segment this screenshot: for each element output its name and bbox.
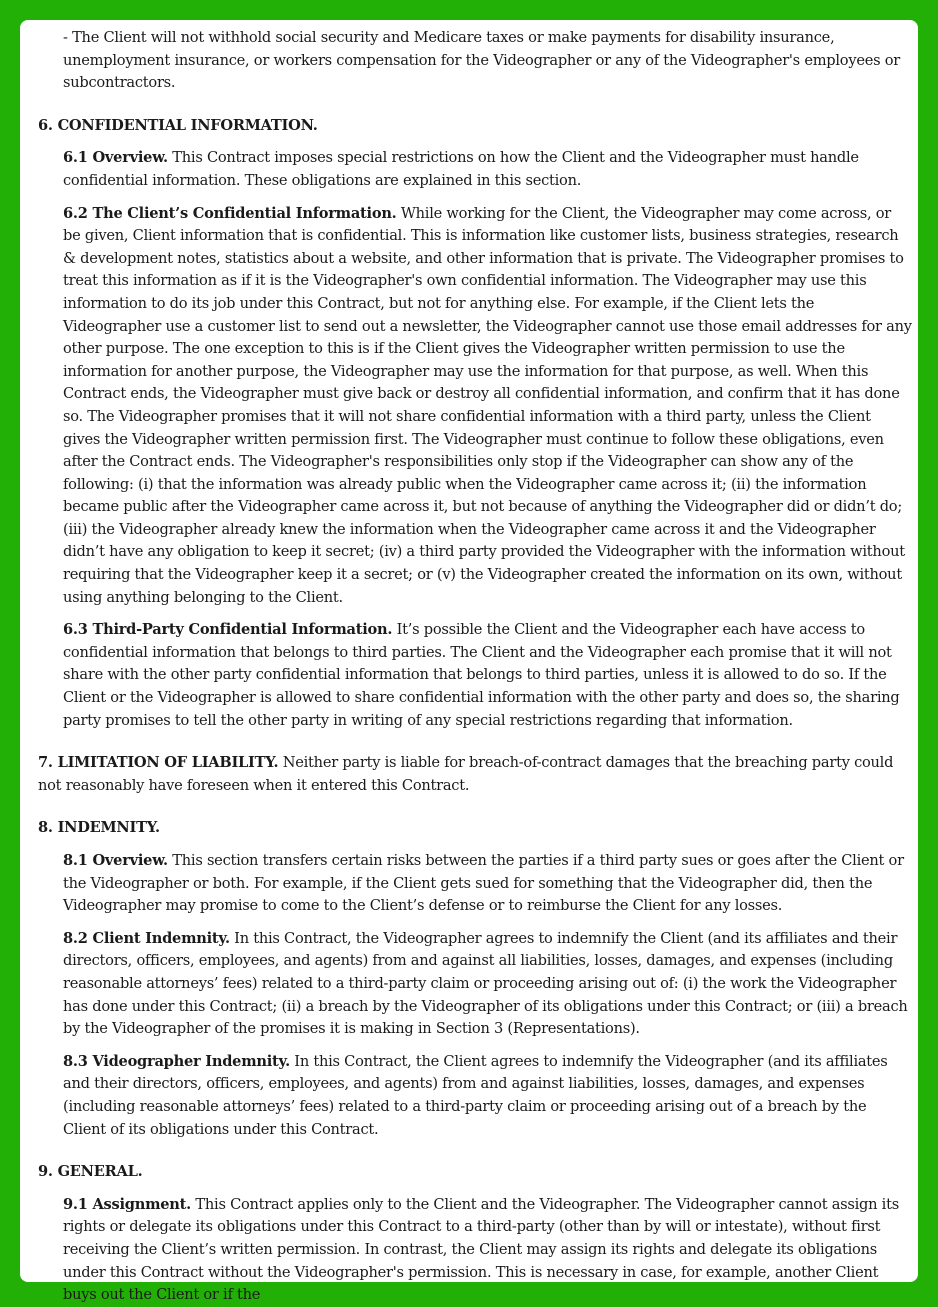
clause-6-3-term: 6.3 Third-Party Confidential Information. bbox=[63, 621, 393, 639]
section-7-text: Neither party is liable for breach-of-contract damages that the breaching party could not reasonably have foreseen when it entered this Contract. bbox=[38, 754, 894, 794]
section-7 bbox=[38, 752, 912, 797]
clause-6-3 bbox=[38, 619, 912, 732]
clause-6-3-text: It’s possible the Client and the Videographer each have access to confidential information that belongs to third parties. The Client and the Videographer each promise that it will not share with the other party confidential information that belongs to third parties, unless it is allowed to do so. If the Client or the Videographer is allowed to share confidential information with the other party and does so, the sharing party promises to tell the other party in writing of any special restrictions regarding that information. bbox=[63, 621, 900, 729]
document-body bbox=[38, 27, 912, 1307]
clause-6-1 bbox=[38, 147, 912, 192]
section-9-heading: 9. GENERAL. bbox=[38, 1163, 143, 1181]
clause-6-2-term: 6.2 The Client’s Confidential Information. bbox=[63, 204, 397, 222]
clause-8-1-text: This section transfers certain risks between the parties if a third party sues or goes after the Client or the Videographer or both. For example, if the Client gets sued for something that the Videographer did, then the Videographer may promise to come to the Client’s defense or to reimburse the Client for any losses. bbox=[63, 852, 904, 915]
clause-9-1-text: This Contract applies only to the Client and the Videographer. The Videographer cannot assign its rights or delegate its obligations under this Contract to a third-party (other than by will or intestate), without first receiving the Client’s written permission. In contrast, the Client may assign its rights and delegate its obligations under this Contract without the Videographer's permission. This is necessary in case, for example, another Client buys out the Client or if the bbox=[63, 1195, 899, 1304]
clause-8-3 bbox=[38, 1051, 912, 1141]
clause-8-2 bbox=[38, 928, 912, 1041]
clause-8-1-term: 8.1 Overview. bbox=[63, 852, 168, 869]
clause-8-2-term: 8.2 Client Indemnity. bbox=[63, 929, 230, 947]
clause-6-2-text: While working for the Client, the Videographer may come across, or be given, Client information that is confidential. This is information like customer lists, business strategies, research & development notes, statistics about a website, and other information that is private. The Videographer promises to treat this information as if it is the Videographer's own confidential information. The Videographer may use this information to do its job under this Contract, but not for anything else. For example, if the Client lets the Videographer use a customer list to send out a newsletter, the Videographer cannot use those email addresses for any other purpose. The one exception to this is if the Client gives the Videographer written permission to use the information for another purpose, the Videographer may use the information for that purpose, as well. When this Contract ends, the Videographer must give back or destroy all confidential information, and confirm that it has done so. The Videographer promises that it will not share confidential information with a third party, unless the Client gives the Videographer written permission first. The Videographer must continue to follow these obligations, even after the Contract ends. The Videographer's responsibilities only stop if the Videographer can show any of the following: (i) that the information was already public when the Videographer came across it; (ii) the information became public after the Videographer came across it, but not because of anything the Videographer did or didn’t do; (iii) the Videographer already knew the information when the Videographer came across it and the Videographer didn’t have any obligation to keep it secret; (iv) a third party provided the Videographer with the information without requiring that the Videographer keep it a secret; or (v) the Videographer created the information on its own, without using anything belonging to the Client. bbox=[63, 204, 912, 606]
section-6-heading: 6. CONFIDENTIAL INFORMATION. bbox=[38, 116, 318, 134]
clause-9-1 bbox=[38, 1194, 912, 1307]
clause-8-2-text: In this Contract, the Videographer agrees to indemnify the Client (and its affiliates and their directors, officers, employees, and agents) from and against all liabilities, losses, damages, and expenses (including reasonable attorneys’ fees) related to a third-party claim or proceeding arising out of: (i) the work the Videographer has done under this Contract; (ii) a breach by the Videographer of its obligations under this Contract; or (iii) a breach by the Videographer of the promises it is making in Section 3 (Representations). bbox=[63, 929, 908, 1038]
section-8-heading: 8. INDEMNITY. bbox=[38, 819, 160, 837]
section-7-term: 7. LIMITATION OF LIABILITY. bbox=[38, 754, 279, 772]
clause-8-3-text: In this Contract, the Client agrees to indemnify the Videographer (and its affiliates and their directors, officers, employees, and agents) from and against liabilities, losses, damages, and expenses (including reasonable attorneys’ fees) related to a third-party claim or proceeding arising out of a breach by the Client of its obligations under this Contract. bbox=[63, 1052, 888, 1138]
clause-9-1-term: 9.1 Assignment. bbox=[63, 1195, 191, 1213]
clause-8-1 bbox=[38, 850, 912, 918]
document-page bbox=[20, 20, 918, 1304]
clause-6-1-term: 6.1 Overview. bbox=[63, 149, 168, 167]
clause-8-3-term: 8.3 Videographer Indemnity. bbox=[63, 1052, 290, 1070]
clause-6-1-text: This Contract imposes special restrictions on how the Client and the Videographer must handle confidential information. These obligations are explained in this section. bbox=[63, 149, 859, 189]
intro-bullet: - The Client will not withhold social security and Medicare taxes or make payments for disability insurance, unemployment insurance, or workers compensation for the Videographer or any of the Videographer's employees or subcontractors. bbox=[63, 29, 900, 92]
clause-6-2 bbox=[38, 203, 912, 610]
